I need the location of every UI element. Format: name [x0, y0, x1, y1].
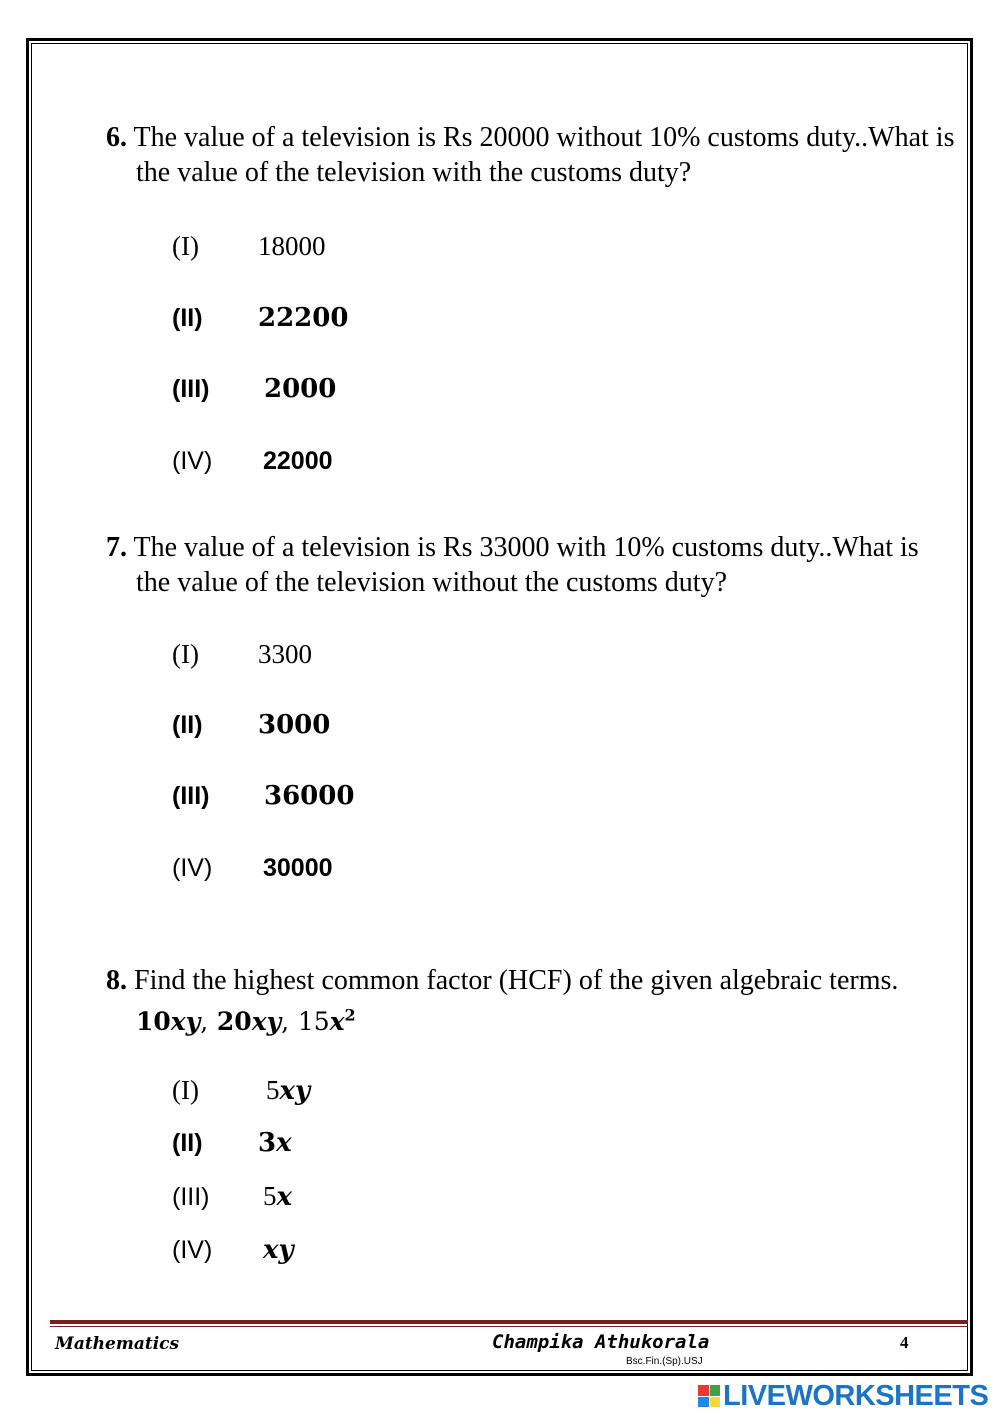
- term-1-variable: xy: [170, 1006, 201, 1036]
- q8-option-1[interactable]: [172, 1074, 310, 1107]
- option-label: (I): [172, 1075, 199, 1105]
- option-coefficient: 3: [258, 1128, 277, 1158]
- logo-square: [698, 1397, 709, 1408]
- term-3-exponent: 2: [344, 1005, 356, 1025]
- option-label: (IV): [172, 1236, 213, 1264]
- question-7-text: [106, 531, 956, 600]
- option-value: 22000: [263, 447, 333, 475]
- q8-option-3[interactable]: [172, 1180, 292, 1213]
- option-label: (IV): [172, 447, 213, 475]
- option-label: (IV): [172, 854, 213, 882]
- option-value: 2000: [264, 374, 337, 404]
- option-variable: xy: [263, 1235, 294, 1265]
- option-variable: x: [276, 1182, 293, 1212]
- term-2-coefficient: 20: [216, 1006, 252, 1036]
- option-value: 30000: [263, 854, 333, 882]
- footer-subject: Mathematics: [55, 1334, 180, 1354]
- logo-square: [698, 1385, 709, 1396]
- option-value: 36000: [264, 781, 355, 811]
- q6-option-1[interactable]: [172, 230, 326, 262]
- page-number: 4: [900, 1333, 909, 1352]
- option-value: 3000: [258, 710, 331, 740]
- option-label: (III): [172, 375, 210, 403]
- liveworksheets-logo-icon: [698, 1385, 720, 1407]
- term-separator: ,: [200, 1006, 209, 1036]
- option-label: (II): [172, 1129, 203, 1157]
- term-1-coefficient: 10: [136, 1006, 171, 1036]
- brand-name: LIVEWORKSHEETS: [723, 1379, 989, 1412]
- option-label: (III): [172, 782, 210, 810]
- option-value: 18000: [258, 231, 326, 261]
- option-label: (III): [172, 1183, 210, 1211]
- question-number: 6.: [106, 122, 127, 153]
- question-8-text: [106, 964, 956, 1039]
- option-label: (II): [172, 711, 203, 739]
- question-body: Find the highest common factor (HCF) of the given algebraic terms.: [134, 965, 899, 996]
- question-body: The value of a television is Rs 33000 with 10% customs duty..What is the value of the television without the customs duty?: [133, 532, 919, 598]
- q8-option-2[interactable]: [172, 1126, 292, 1159]
- footer-credentials: Bsc.Fin.(Sp).USJ: [626, 1356, 703, 1367]
- term-separator: ,: [281, 1006, 290, 1036]
- logo-square: [710, 1397, 721, 1408]
- option-variable: xy: [279, 1076, 311, 1106]
- term-3-coefficient: 15: [297, 1006, 330, 1036]
- liveworksheets-brand[interactable]: [698, 1380, 988, 1412]
- footer-rule: [50, 1320, 968, 1324]
- question-6-text: [106, 121, 956, 190]
- algebraic-terms: [136, 1007, 356, 1036]
- question-number: 8.: [106, 965, 127, 996]
- option-label: (I): [172, 639, 199, 669]
- q7-option-4[interactable]: [172, 851, 333, 884]
- option-label: (II): [172, 304, 203, 332]
- q6-option-4[interactable]: [172, 444, 333, 477]
- q7-option-1[interactable]: [172, 638, 312, 670]
- question-number: 7.: [106, 532, 127, 563]
- term-2-variable: xy: [251, 1006, 282, 1036]
- option-variable: x: [276, 1128, 292, 1158]
- logo-square: [710, 1385, 721, 1396]
- option-value: 3300: [258, 639, 312, 669]
- footer-rule-thin: [50, 1326, 968, 1327]
- option-coefficient: 5: [263, 1181, 277, 1211]
- term-3-variable: x: [329, 1006, 345, 1036]
- q6-option-2[interactable]: [172, 301, 348, 334]
- footer-author: Champika Athukorala: [492, 1331, 710, 1353]
- option-coefficient: 5: [266, 1075, 280, 1105]
- option-value: 22200: [258, 303, 349, 333]
- question-body: The value of a television is Rs 20000 without 10% customs duty..What is the value of the television with the customs duty?: [133, 122, 955, 188]
- q7-option-2[interactable]: [172, 708, 330, 741]
- q8-option-4[interactable]: [172, 1233, 294, 1266]
- option-label: (I): [172, 231, 199, 261]
- q7-option-3[interactable]: [172, 779, 354, 812]
- q6-option-3[interactable]: [172, 372, 336, 405]
